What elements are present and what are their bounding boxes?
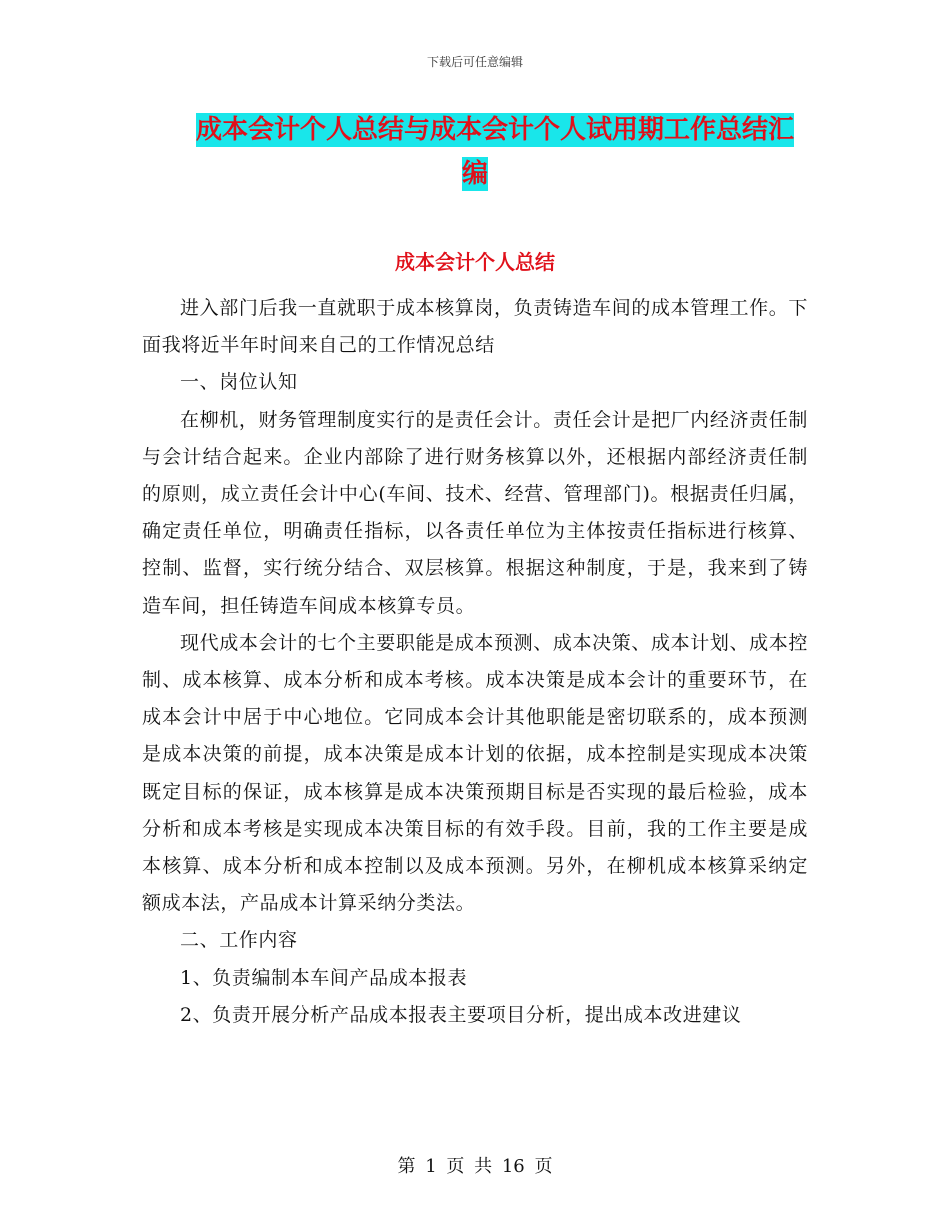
page-footer: 第 1 页 共 16 页 <box>397 1156 553 1177</box>
document-title-text-1: 成本会计个人总结与成本会计个人试用期工作总结汇 <box>195 115 794 145</box>
list-item-1: 1、负责编制本车间产品成本报表 <box>180 966 468 989</box>
heading-job-awareness: 一、岗位认知 <box>180 371 298 394</box>
paragraph-cost-functions: 现代成本会计的七个主要职能是成本预测、成本决策、成本计划、成本控制、成本核算、成本分析和成本考核。成本决策是成本会计的重要环节，在成本会计中居于中心地位。它同成本会计其他职能是密切联系的，成本预测是成本决策的前提，成本决策是成本计划的依据，成本控制是实现成本决策既定目标的保证，成本核算是成本决策预期目标是否实现的最后检验，成本分析和成本考核是实现成本决策目标的有效手段。目前，我的工作主要是成本核算、成本分析和成本控制以及成本预测。另外，在柳机成本核算采纳定额成本法，产品成本计算采纳分类法。 <box>142 631 808 915</box>
list-item-2: 2、负责开展分析产品成本报表主要项目分析，提出成本改进建议 <box>180 1003 742 1026</box>
heading-work-content: 二、工作内容 <box>180 929 298 952</box>
header-note: 下载后可任意编辑 <box>426 55 523 69</box>
document-title-text-2: 编 <box>461 159 488 189</box>
paragraph-intro: 进入部门后我一直就职于成本核算岗，负责铸造车间的成本管理工作。下面我将近半年时间来自己的工作情况总结 <box>142 297 808 357</box>
paragraph-responsibility-accounting: 在柳机，财务管理制度实行的是责任会计。责任会计是把厂内经济责任制与会计结合起来。企业内部除了进行财务核算以外，还根据内部经济责任制的原则，成立责任会计中心(车间、技术、经营、管理部门)。根据责任归属，确定责任单位，明确责任指标，以各责任单位为主体按责任指标进行核算、控制、监督，实行统分结合、双层核算。根据这种制度，于是，我来到了铸造车间，担任铸造车间成本核算专员。 <box>142 408 808 617</box>
section-title: 成本会计个人总结 <box>395 250 555 274</box>
document-title-line-2 <box>0 157 950 191</box>
document-title-line-1 <box>20 113 950 147</box>
document-body <box>142 290 808 1034</box>
